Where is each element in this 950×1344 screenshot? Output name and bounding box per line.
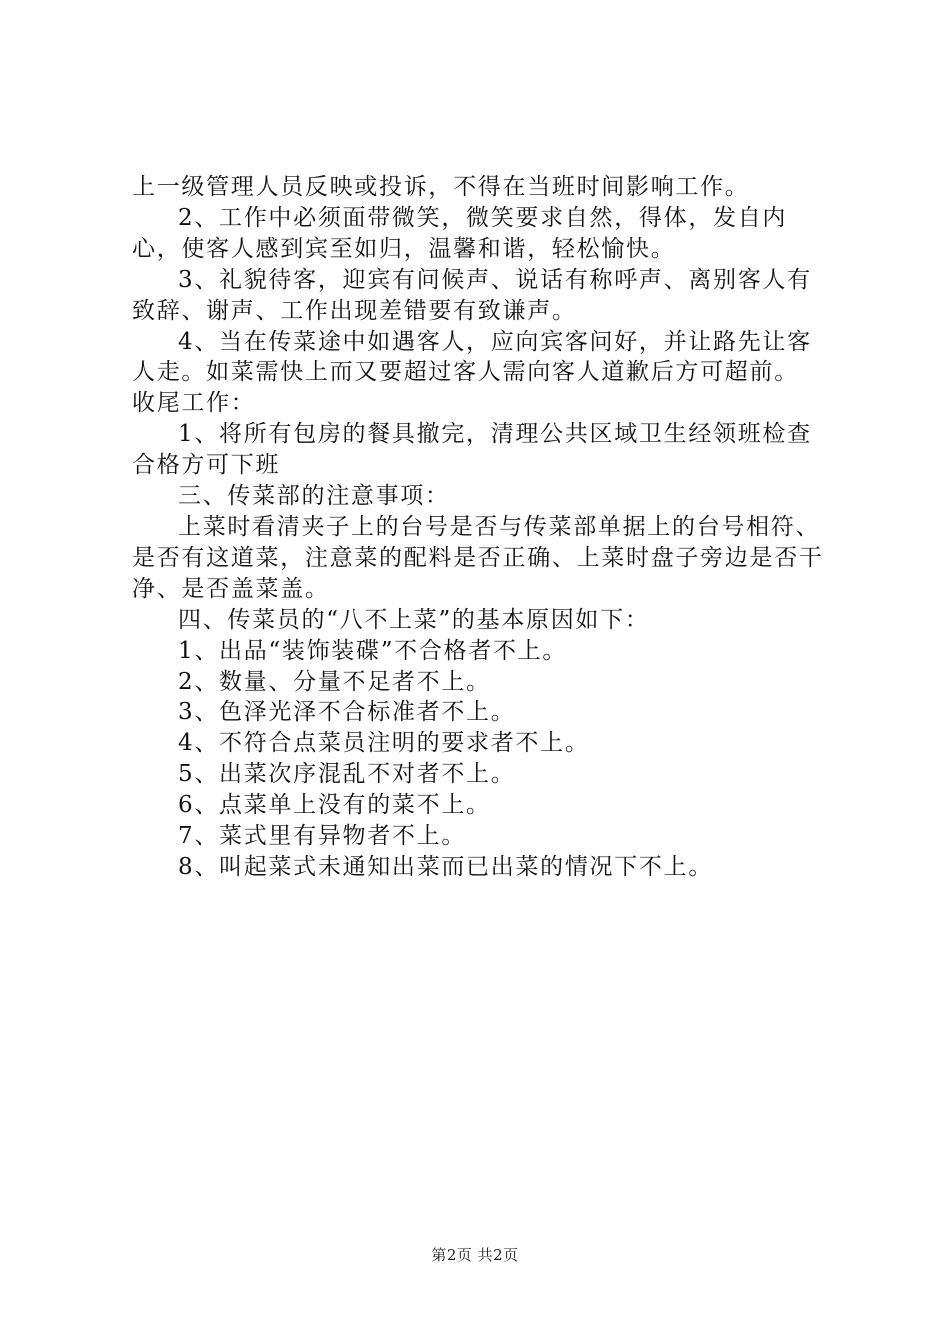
document-body [132,172,830,883]
section-heading-closing-work: 收尾工作： [132,390,256,417]
paragraph-item-3: 3、礼貌待客，迎宾有问候声、说话有称呼声、离别客人有致辞、谢声、工作出现差错要有致谦声。 [132,266,812,324]
paragraph-notes-body: 上菜时看清夹子上的台号是否与传菜部单据上的台号相符、是否有这道菜，注意菜的配料是否正确、上菜时盘子旁边是否干净、是否盖菜盖。 [132,513,824,602]
list-item: 8、叫起菜式未通知出菜而已出菜的情况下不上。 [178,853,714,880]
section-heading-notes: 三、传菜部的注意事项： [178,483,450,510]
list-item: 7、菜式里有异物者不上。 [178,823,467,850]
list-item: 3、色泽光泽不合标准者不上。 [178,699,516,726]
list-item: 2、数量、分量不足者不上。 [178,668,491,695]
paragraph-item-2: 2、工作中必须面带微笑，微笑要求自然，得体，发自内心，使客人感到宾至如归，温馨和谐，轻松愉快。 [132,204,788,262]
list-item: 5、出菜次序混乱不对者不上。 [178,761,516,788]
page-number-label: 第2页 共2页 [431,1246,519,1264]
section-heading-eight-rules: 四、传菜员的“八不上菜”的基本原因如下： [178,606,650,633]
list-item: 4、不符合点菜员注明的要求者不上。 [178,730,590,757]
list-item: 1、出品“装饰装碟”不合格者不上。 [178,637,568,664]
paragraph-continued: 上一级管理人员反映或投诉，不得在当班时间影响工作。 [132,174,750,200]
paragraph-closing-item-1: 1、将所有包房的餐具撤完，清理公共区域卫生经领班检查合格方可下班 [132,421,812,479]
list-item: 6、点菜单上没有的菜不上。 [178,792,491,819]
paragraph-item-4: 4、当在传菜途中如遇客人，应向宾客问好，并让路先让客人走。如菜需快上而又要超过客人需向客人道歉后方可超前。 [132,328,812,386]
page-footer [0,1244,950,1265]
